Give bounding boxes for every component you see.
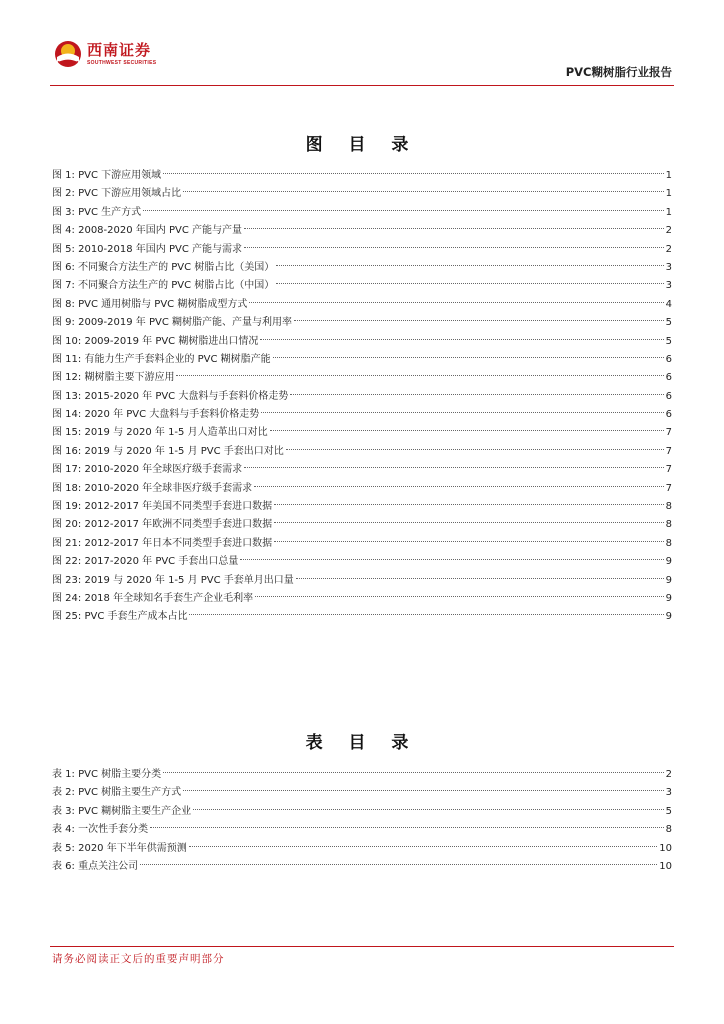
dot-leader bbox=[286, 449, 664, 450]
report-title: PVC糊树脂行业报告 bbox=[565, 65, 672, 79]
toc-entry-label[interactable]: 图 2: PVC 下游应用领域占比 bbox=[52, 188, 182, 200]
toc-entry-page-number[interactable]: 9 bbox=[665, 556, 672, 568]
toc-entry-label[interactable]: 图 17: 2010-2020 年全球医疗级手套需求 bbox=[52, 464, 243, 476]
toc-entry-page-number[interactable]: 6 bbox=[665, 409, 672, 421]
dot-leader bbox=[183, 191, 664, 192]
dot-leader bbox=[193, 809, 664, 810]
footer-divider bbox=[50, 946, 674, 947]
toc-entry-page-number[interactable]: 10 bbox=[659, 860, 672, 872]
toc-entry-label[interactable]: 图 4: 2008-2020 年国内 PVC 产能与产量 bbox=[52, 225, 242, 237]
toc-entry-label[interactable]: 图 9: 2009-2019 年 PVC 糊树脂产能、产量与利用率 bbox=[52, 317, 292, 329]
table-list bbox=[52, 766, 672, 876]
table-toc-entry[interactable] bbox=[52, 840, 672, 858]
figure-toc-entry[interactable] bbox=[52, 516, 672, 534]
toc-entry-page-number[interactable]: 6 bbox=[665, 390, 672, 402]
toc-entry-page-number[interactable]: 9 bbox=[665, 574, 672, 586]
figure-toc-entry[interactable] bbox=[52, 553, 672, 571]
figure-toc-entry[interactable] bbox=[52, 277, 672, 295]
toc-entry-page-number[interactable]: 8 bbox=[665, 537, 672, 549]
dot-leader bbox=[240, 559, 663, 560]
toc-entry-page-number[interactable]: 1 bbox=[665, 188, 672, 200]
dot-leader bbox=[290, 394, 663, 395]
dot-leader bbox=[249, 302, 663, 303]
figure-toc-entry[interactable] bbox=[52, 388, 672, 406]
figure-toc-entry[interactable] bbox=[52, 590, 672, 608]
dot-leader bbox=[189, 846, 658, 847]
dot-leader bbox=[176, 375, 663, 376]
figure-toc-entry[interactable] bbox=[52, 498, 672, 516]
toc-entry-label[interactable]: 表 5: 2020 年下半年供需预测 bbox=[52, 842, 187, 854]
table-toc-entry[interactable] bbox=[52, 821, 672, 839]
logo-english-name: SOUTHWEST SECURITIES bbox=[87, 60, 157, 66]
dot-leader bbox=[274, 504, 663, 505]
table-toc-entry[interactable] bbox=[52, 784, 672, 802]
toc-entry-label[interactable]: 表 1: PVC 树脂主要分类 bbox=[52, 769, 162, 780]
dot-leader bbox=[140, 864, 657, 865]
dot-leader bbox=[274, 522, 663, 523]
figure-list-title: 图 目 录 bbox=[305, 135, 419, 155]
dot-leader bbox=[273, 357, 664, 358]
table-toc-entry[interactable] bbox=[52, 803, 672, 821]
toc-entry-label[interactable]: 图 1: PVC 下游应用领域 bbox=[52, 170, 162, 181]
figure-toc-entry[interactable] bbox=[52, 314, 672, 332]
toc-entry-page-number[interactable]: 1 bbox=[665, 170, 672, 181]
toc-entry-label[interactable]: 图 19: 2012-2017 年美国不同类型手套进口数据 bbox=[52, 501, 273, 513]
toc-entry-page-number[interactable]: 4 bbox=[665, 298, 672, 310]
dot-leader bbox=[244, 228, 664, 229]
toc-entry-label[interactable]: 图 18: 2010-2020 年全球非医疗级手套需求 bbox=[52, 482, 253, 494]
figure-toc-entry[interactable] bbox=[52, 406, 672, 424]
toc-entry-label[interactable]: 表 6: 重点关注公司 bbox=[52, 860, 139, 872]
figure-toc-entry[interactable] bbox=[52, 480, 672, 498]
table-list-title: 表 目 录 bbox=[305, 733, 419, 753]
toc-entry-label[interactable]: 图 16: 2019 与 2020 年 1-5 月 PVC 手套出口对比 bbox=[52, 445, 284, 457]
toc-entry-label[interactable]: 图 23: 2019 与 2020 年 1-5 月 PVC 手套单月出口量 bbox=[52, 574, 294, 586]
toc-entry-label[interactable]: 图 7: 不同聚合方法生产的 PVC 树脂占比（中国） bbox=[52, 280, 275, 292]
figure-toc-entry[interactable] bbox=[52, 296, 672, 314]
dot-leader bbox=[261, 412, 663, 413]
header-divider bbox=[50, 85, 674, 86]
toc-entry-page-number[interactable]: 2 bbox=[665, 769, 672, 780]
dot-leader bbox=[254, 486, 663, 487]
toc-entry-page-number[interactable]: 7 bbox=[665, 464, 672, 476]
figure-toc-entry[interactable] bbox=[52, 608, 672, 626]
toc-entry-label[interactable]: 图 20: 2012-2017 年欧洲不同类型手套进口数据 bbox=[52, 519, 273, 531]
dot-leader bbox=[150, 827, 664, 828]
dot-leader bbox=[255, 596, 664, 597]
dot-leader bbox=[260, 339, 663, 340]
toc-entry-label[interactable]: 图 6: 不同聚合方法生产的 PVC 树脂占比（美国） bbox=[52, 261, 275, 273]
figure-toc-entry[interactable] bbox=[52, 424, 672, 442]
toc-entry-page-number[interactable]: 5 bbox=[665, 805, 672, 817]
toc-entry-label[interactable]: 图 14: 2020 年 PVC 大盘料与手套料价格走势 bbox=[52, 409, 260, 421]
figure-toc-entry[interactable] bbox=[52, 241, 672, 259]
page-header bbox=[50, 36, 674, 82]
toc-entry-label[interactable]: 图 3: PVC 生产方式 bbox=[52, 206, 142, 218]
company-logo bbox=[54, 40, 156, 68]
southwest-securities-logo-icon bbox=[54, 40, 82, 68]
toc-entry-label[interactable]: 表 4: 一次性手套分类 bbox=[52, 824, 149, 836]
toc-entry-label[interactable]: 图 25: PVC 手套生产成本占比 bbox=[52, 611, 188, 623]
toc-entry-page-number[interactable]: 7 bbox=[665, 427, 672, 439]
dot-leader bbox=[276, 265, 663, 266]
toc-entry-page-number[interactable]: 6 bbox=[665, 372, 672, 384]
toc-entry-label[interactable]: 图 13: 2015-2020 年 PVC 大盘料与手套料价格走势 bbox=[52, 390, 289, 402]
toc-entry-label[interactable]: 图 21: 2012-2017 年日本不同类型手套进口数据 bbox=[52, 537, 273, 549]
dot-leader bbox=[143, 210, 664, 211]
toc-entry-label[interactable]: 图 11: 有能力生产手套料企业的 PVC 糊树脂产能 bbox=[52, 353, 271, 365]
toc-entry-page-number[interactable]: 8 bbox=[665, 501, 672, 513]
figure-toc-entry[interactable] bbox=[52, 167, 672, 185]
toc-entry-page-number[interactable]: 5 bbox=[665, 335, 672, 347]
figure-toc-entry[interactable] bbox=[52, 259, 672, 277]
figure-toc-entry[interactable] bbox=[52, 461, 672, 479]
toc-entry-page-number[interactable]: 5 bbox=[665, 317, 672, 329]
toc-entry-page-number[interactable]: 10 bbox=[659, 842, 672, 854]
disclaimer-note: 请务必阅读正文后的重要声明部分 bbox=[52, 953, 225, 965]
toc-entry-page-number[interactable]: 7 bbox=[665, 482, 672, 494]
toc-entry-page-number[interactable]: 9 bbox=[665, 592, 672, 604]
figure-toc-entry[interactable] bbox=[52, 572, 672, 590]
dot-leader bbox=[244, 247, 664, 248]
toc-entry-label[interactable]: 图 15: 2019 与 2020 年 1-5 月人造革出口对比 bbox=[52, 427, 268, 439]
toc-entry-label[interactable]: 图 8: PVC 通用树脂与 PVC 糊树脂成型方式 bbox=[52, 298, 248, 310]
figure-toc-entry[interactable] bbox=[52, 535, 672, 553]
toc-entry-label[interactable]: 图 24: 2018 年全球知名手套生产企业毛利率 bbox=[52, 592, 254, 604]
dot-leader bbox=[276, 283, 663, 284]
table-toc-entry[interactable] bbox=[52, 858, 672, 876]
toc-entry-label[interactable]: 图 22: 2017-2020 年 PVC 手套出口总量 bbox=[52, 556, 239, 568]
dot-leader bbox=[244, 467, 663, 468]
toc-entry-page-number[interactable]: 3 bbox=[665, 280, 672, 292]
logo-chinese-name: 西南证券 bbox=[87, 41, 152, 59]
figure-toc-entry[interactable] bbox=[52, 333, 672, 351]
toc-entry-page-number[interactable]: 8 bbox=[665, 824, 672, 836]
dot-leader bbox=[296, 578, 664, 579]
figure-toc-entry[interactable] bbox=[52, 204, 672, 222]
toc-entry-page-number[interactable]: 8 bbox=[665, 519, 672, 531]
toc-entry-page-number[interactable]: 2 bbox=[665, 225, 672, 237]
figure-toc-entry[interactable] bbox=[52, 185, 672, 203]
dot-leader bbox=[183, 790, 664, 791]
toc-entry-page-number[interactable]: 6 bbox=[665, 353, 672, 365]
toc-entry-page-number[interactable]: 3 bbox=[665, 261, 672, 273]
toc-entry-page-number[interactable]: 7 bbox=[665, 445, 672, 457]
figure-toc-entry[interactable] bbox=[52, 369, 672, 387]
dot-leader bbox=[274, 541, 663, 542]
figure-toc-entry[interactable] bbox=[52, 443, 672, 461]
figure-list bbox=[52, 167, 672, 627]
figure-toc-entry[interactable] bbox=[52, 351, 672, 369]
toc-entry-label[interactable]: 图 5: 2010-2018 年国内 PVC 产能与需求 bbox=[52, 243, 242, 255]
figure-toc-entry[interactable] bbox=[52, 222, 672, 240]
toc-entry-page-number[interactable]: 9 bbox=[665, 611, 672, 623]
toc-entry-label[interactable]: 图 10: 2009-2019 年 PVC 糊树脂进出口情况 bbox=[52, 335, 259, 347]
dot-leader bbox=[163, 173, 664, 174]
toc-entry-page-number[interactable]: 2 bbox=[665, 243, 672, 255]
dot-leader bbox=[189, 614, 663, 615]
toc-entry-label[interactable]: 表 3: PVC 糊树脂主要生产企业 bbox=[52, 805, 192, 817]
dot-leader bbox=[270, 430, 664, 431]
dot-leader bbox=[163, 772, 664, 773]
toc-entry-page-number[interactable]: 3 bbox=[665, 787, 672, 799]
table-toc-entry[interactable] bbox=[52, 766, 672, 784]
dot-leader bbox=[294, 320, 664, 321]
toc-entry-page-number[interactable]: 1 bbox=[665, 206, 672, 218]
toc-entry-label[interactable]: 图 12: 糊树脂主要下游应用 bbox=[52, 372, 175, 384]
toc-entry-label[interactable]: 表 2: PVC 树脂主要生产方式 bbox=[52, 787, 182, 799]
